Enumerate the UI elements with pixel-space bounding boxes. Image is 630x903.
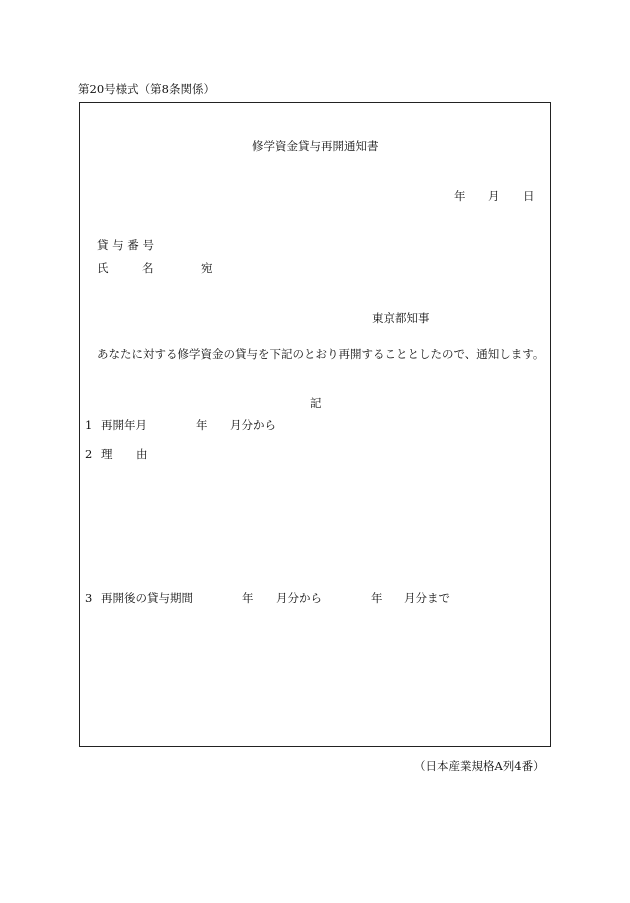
item2-label-first: 理 bbox=[101, 447, 113, 461]
date-month-label: 月 bbox=[488, 189, 500, 203]
date-year-label: 年 bbox=[454, 189, 466, 203]
ki-heading: 記 bbox=[310, 396, 322, 410]
item3-number: 3 bbox=[85, 591, 93, 605]
item1-label: 再開年月 bbox=[101, 418, 147, 432]
item1-number: 1 bbox=[85, 418, 93, 432]
item3-year-from: 年 bbox=[242, 591, 254, 605]
item2-number: 2 bbox=[85, 447, 93, 461]
form-number: 第20号様式（第8条関係） bbox=[78, 82, 215, 96]
notice-text: あなたに対する修学資金の貸与を下記のとおり再開することとしたので、通知します。 bbox=[97, 347, 545, 361]
date-day-label: 日 bbox=[523, 189, 535, 203]
issuer: 東京都知事 bbox=[372, 311, 430, 325]
name-label-second: 名 bbox=[142, 261, 154, 275]
addressee-suffix: 宛 bbox=[201, 261, 213, 275]
item3-month-from: 月分から bbox=[276, 591, 322, 605]
item3-month-to: 月分まで bbox=[404, 591, 450, 605]
paper-size-note: （日本産業規格A列4番） bbox=[414, 759, 545, 773]
item2-label-second: 由 bbox=[136, 447, 148, 461]
item1-month-from: 月分から bbox=[230, 418, 276, 432]
name-label-first: 氏 bbox=[97, 261, 109, 275]
item3-label: 再開後の貸与期間 bbox=[101, 591, 193, 605]
document-title: 修学資金貸与再開通知書 bbox=[252, 139, 379, 153]
item1-year: 年 bbox=[196, 418, 208, 432]
loan-number-label: 貸 与 番 号 bbox=[97, 238, 154, 252]
item3-year-to: 年 bbox=[371, 591, 383, 605]
form-frame bbox=[79, 102, 551, 747]
